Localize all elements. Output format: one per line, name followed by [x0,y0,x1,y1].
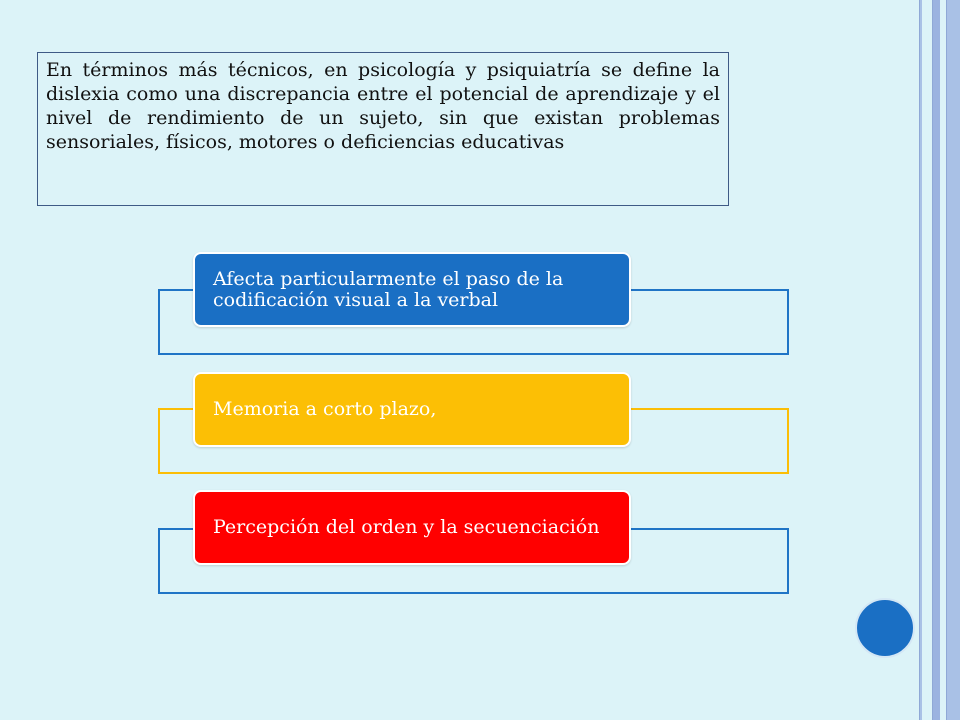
border-stripe [922,0,932,720]
border-stripe [946,0,960,720]
item-label-box-2 [193,372,631,447]
item-label-1: Afecta particularmente el paso de la codificación visual a la verbal [213,267,564,311]
intro-text: En términos más técnicos, en psicología y psiquiatría se define la dislexia como una discrepancia entre el potencial de aprendizaje y el nivel de rendimiento de un sujeto, sin que existan problemas sensoriales, físicos, motores o deficiencias educativas [46,59,720,153]
item-label-box-1 [193,252,631,327]
border-stripe [932,0,940,720]
item-label-box-3 [193,490,631,565]
decorative-circle [855,598,915,658]
intro-text-box [37,52,729,206]
item-label-2: Memoria a corto plazo, [213,398,437,420]
item-label-3: Percepción del orden y la secuenciación [213,516,600,538]
